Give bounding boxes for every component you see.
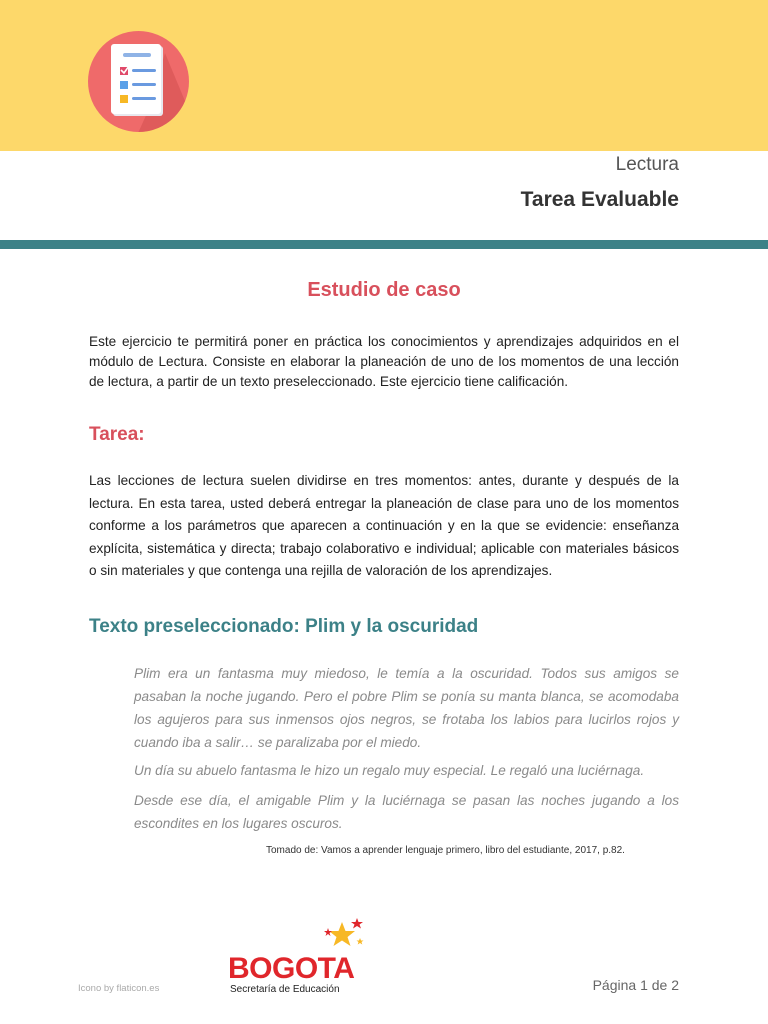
preselected-text-heading: Texto preseleccionado: Plim y la oscuridad	[89, 616, 479, 637]
logo-subtitle: Secretaría de Educación	[230, 984, 340, 995]
subject-label: Lectura	[615, 154, 679, 175]
logo-wordmark: BOGOTA	[228, 952, 355, 985]
quote-paragraph: Plim era un fantasma muy miedoso, le temía a la oscuridad. Todos sus amigos se pasaban la noche jugando. Pero el pobre Plim se ponía su manta blanca, se acomodaba los agujeros para sus inmensos ojos negros, se frotaba los labios para lucirlos rojos y cuando iba a salir… se paralizaba por el miedo.	[134, 666, 679, 750]
page-number: Página 1 de 2	[592, 977, 679, 993]
intro-paragraph: Este ejercicio te permitirá poner en práctica los conocimientos y aprendizajes adquiridos en el módulo de Lectura. Consiste en elaborar la planeación de uno de los momentos de una lección de lectura, a partir de un texto preseleccionado. Este ejercicio tiene calificación.	[89, 334, 679, 389]
icon-credit: Icono by flaticon.es	[78, 983, 160, 994]
bogota-logo	[228, 916, 373, 998]
task-heading: Tarea:	[89, 424, 145, 445]
task-paragraph: Las lecciones de lectura suelen dividirse en tres momentos: antes, durante y después de la lectura. En esta tarea, usted deberá entregar la planeación de clase para uno de los momentos conforme a los parámetros que aparecen a continuación y en la que se evidencie: enseñanza explícita, sistemática y directa; trabajo colaborativo e individual; aplicable con materiales básicos o sin materiales y que contenga una rejilla de valoración de los aprendizajes.	[89, 473, 679, 578]
stars-icon	[322, 916, 366, 956]
checklist-document-icon	[88, 31, 189, 132]
page-title: Estudio de caso	[307, 279, 461, 301]
quote-paragraph: Un día su abuelo fantasma le hizo un regalo muy especial. Le regaló una luciérnaga.	[134, 763, 645, 778]
citation: Tomado de: Vamos a aprender lenguaje primero, libro del estudiante, 2017, p.82.	[266, 845, 625, 856]
section-divider	[0, 240, 768, 249]
document-type-title: Tarea Evaluable	[520, 188, 679, 211]
quote-paragraph: Desde ese día, el amigable Plim y la luciérnaga se pasan las noches jugando a los escondites en los lugares oscuros.	[134, 793, 679, 831]
